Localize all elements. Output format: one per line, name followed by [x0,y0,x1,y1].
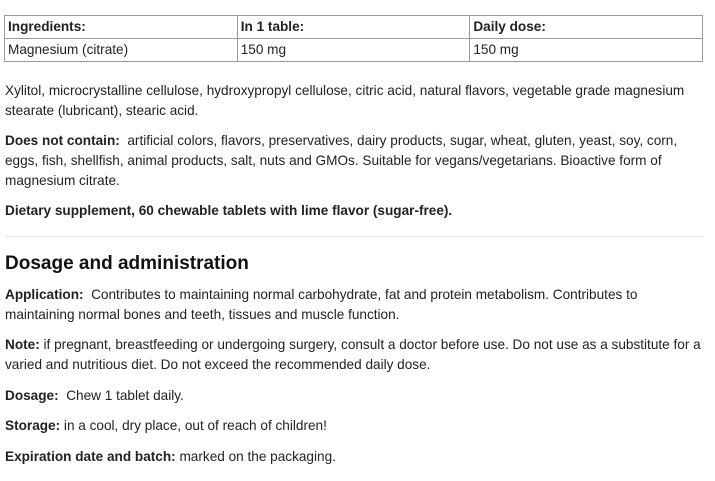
header-daily-dose: Daily dose: [470,16,703,39]
note-label: Note: [5,337,40,352]
cell-ingredient-name: Magnesium (citrate) [5,39,238,62]
does-not-contain-label: Does not contain: [5,133,120,148]
expiration-paragraph [5,447,705,467]
does-not-contain-text: artificial colors, flavors, preservatives, dairy products, sugar, wheat, gluten, yeast, soy, corn, eggs, fish, shellfish, animal products, salt, nuts and GMOs. Suitable for vegans/vegetarians. Bioactive form of magnesium citrate. [5,133,678,188]
note-paragraph [5,335,705,375]
cell-daily-dose-amount: 150 mg [470,39,703,62]
ingredients-table [4,15,703,62]
expiration-label: Expiration date and batch: [5,449,176,464]
section-divider [5,236,703,237]
product-summary: Dietary supplement, 60 chewable tablets with lime flavor (sugar-free). [5,203,453,218]
dosage-text: Chew 1 tablet daily. [66,388,184,403]
header-per-tablet: In 1 table: [237,16,470,39]
application-label: Application: [5,287,84,302]
cell-per-tablet-amount: 150 mg [237,39,470,62]
section-title: Dosage and administration [5,253,249,274]
table-header-row [5,16,703,39]
storage-label: Storage: [5,418,61,433]
application-paragraph [5,285,705,325]
other-ingredients-text: Xylitol, microcrystalline cellulose, hydroxypropyl cellulose, citric acid, natural flavors, vegetable grade magnesium stearate (lubricant), stearic acid. [5,83,685,118]
does-not-contain-paragraph [5,131,705,191]
expiration-text: marked on the packaging. [179,449,336,464]
storage-text: in a cool, dry place, out of reach of children! [63,418,327,433]
dosage-label: Dosage: [5,388,59,403]
storage-paragraph [5,416,705,436]
note-text: if pregnant, breastfeeding or undergoing surgery, consult a doctor before use. Do not use as a substitute for a varied and nutritious diet. Do not exceed the recommended daily dose. [5,337,701,372]
header-ingredients: Ingredients: [5,16,238,39]
dosage-paragraph [5,386,705,406]
table-row [5,39,703,62]
application-text: Contributes to maintaining normal carbohydrate, fat and protein metabolism. Contributes to maintaining normal bones and teeth, tissues and muscle function. [5,287,638,322]
